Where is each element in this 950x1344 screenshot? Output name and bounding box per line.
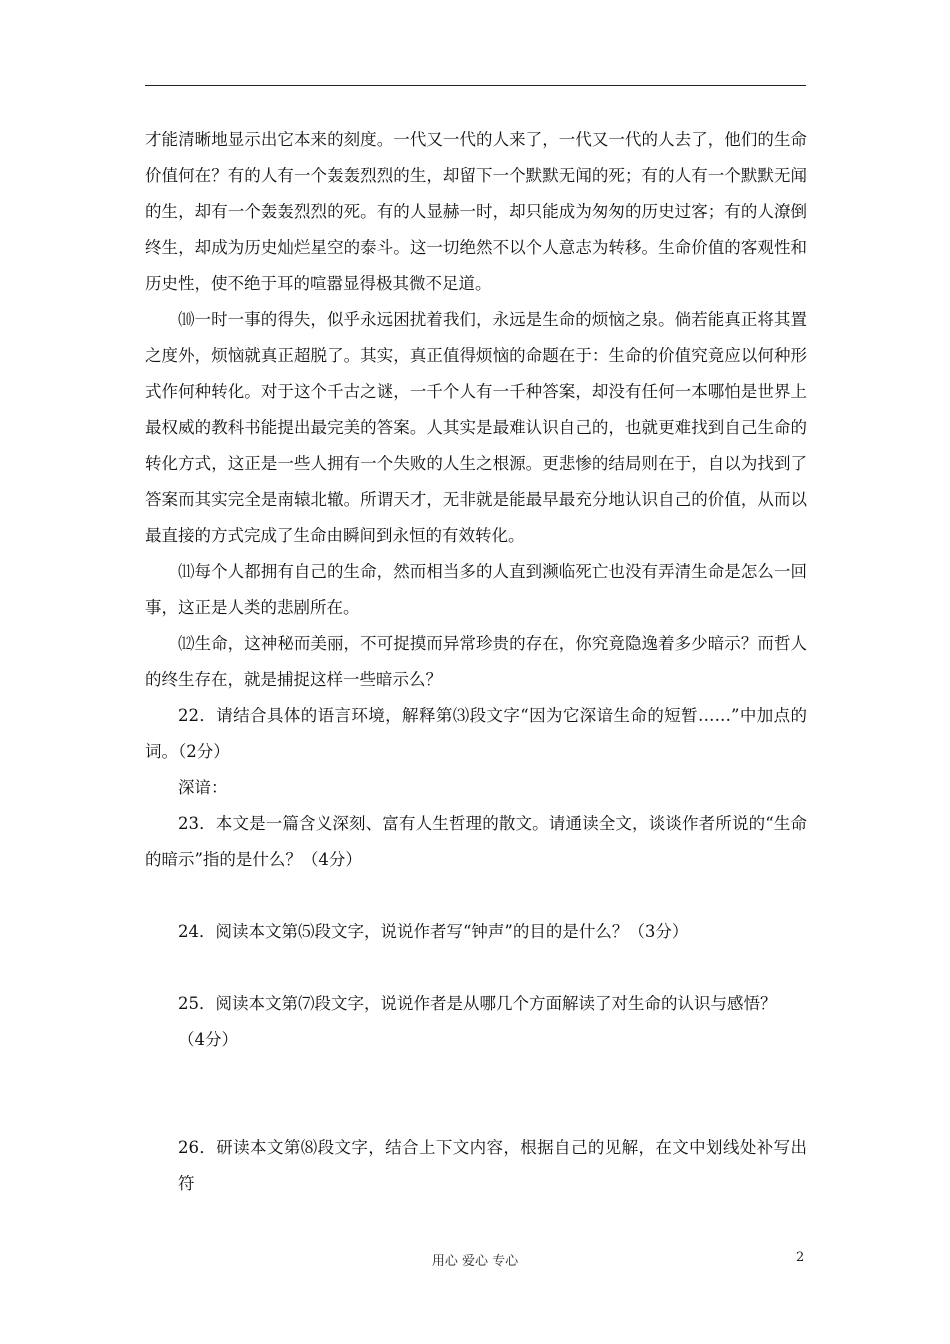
answer-space-23 bbox=[145, 878, 807, 914]
question-25-points: （4分） bbox=[178, 1030, 238, 1049]
question-22-answer-label: 深谙： bbox=[178, 778, 228, 797]
question-26: 26．研读本文第⑻段文字，结合上下文内容，根据自己的见解，在文中划线处补写出符 bbox=[178, 1138, 807, 1193]
document-body bbox=[145, 122, 807, 1202]
question-22: 22．请结合具体的语言环境，解释第⑶段文字“因为它深谙生命的短暂……”中加点的词。（2分） bbox=[145, 706, 807, 761]
question-24: 24．阅读本文第⑸段文字，说说作者写“钟声”的目的是什么？（3分） bbox=[178, 922, 689, 941]
paragraph-9-continued: 才能清晰地显示出它本来的刻度。一代又一代的人来了，一代又一代的人去了，他们的生命价值何在？有的人有一个轰轰烈烈的生，却留下一个默默无闻的死；有的人有一个默默无闻的生，却有一个轰轰烈烈的死。有的人显赫一时，却只能成为匆匆的历史过客；有的人潦倒终生，却成为历史灿烂星空的泰斗。这一切绝然不以个人意志为转移。生命价值的客观性和历史性，使不绝于耳的喧嚣显得极其微不足道。 bbox=[145, 130, 807, 293]
answer-space-25 bbox=[145, 1058, 807, 1130]
page-number: 2 bbox=[796, 1250, 805, 1265]
answer-space-24 bbox=[145, 950, 807, 986]
paragraph-12: ⑿生命，这神秘而美丽，不可捉摸而异常珍贵的存在，你究竟隐逸着多少暗示？而哲人的终生存在，就是捕捉这样一些暗示么？ bbox=[145, 634, 807, 689]
question-23: 23．本文是一篇含义深刻、富有人生哲理的散文。请通读全文，谈谈作者所说的“生命的暗示”指的是什么？（4分） bbox=[145, 814, 807, 869]
footer-slogan: 用心 爱心 专心 bbox=[431, 1254, 519, 1269]
header-rule bbox=[145, 85, 806, 86]
paragraph-10: ⑽一时一事的得失，似乎永远困扰着我们，永远是生命的烦恼之泉。倘若能真正将其置之度外，烦恼就真正超脱了。其实，真正值得烦恼的命题在于：生命的价值究竟应以何种形式作何种转化。对于这个千古之谜，一千个人有一千种答案，却没有任何一本哪怕是世界上最权威的教科书能提出最完美的答案。人其实是最难认识自己的，也就更难找到自己生命的转化方式，这正是一些人拥有一个失败的人生之根源。更悲惨的结局则在于，自以为找到了答案而其实完全是南辕北辙。所谓天才，无非就是能最早最充分地认识自己的价值，从而以最直接的方式完成了生命由瞬间到永恒的有效转化。 bbox=[145, 310, 807, 545]
question-25: 25．阅读本文第⑺段文字，说说作者是从哪几个方面解读了对生命的认识与感悟？ bbox=[178, 994, 777, 1013]
paragraph-11: ⑾每个人都拥有自己的生命，然而相当多的人直到濒临死亡也没有弄清生命是怎么一回事，这正是人类的悲剧所在。 bbox=[145, 562, 807, 617]
